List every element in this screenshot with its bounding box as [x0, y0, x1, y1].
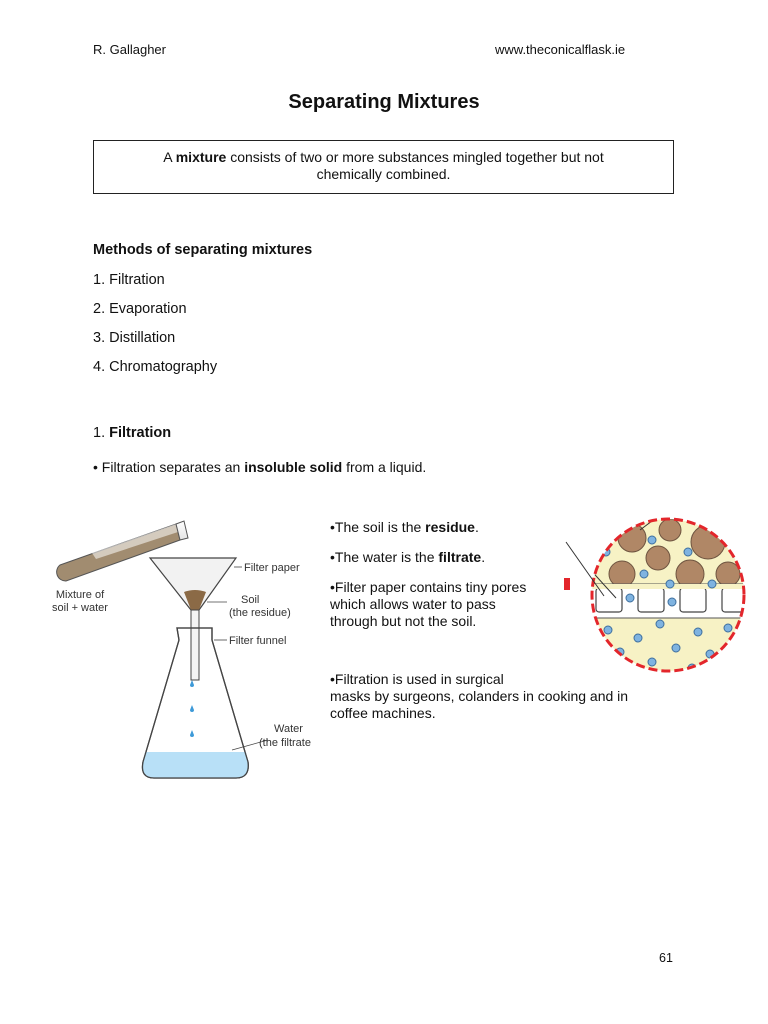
note-residue-post: . [474, 519, 479, 535]
magnified-filter-paper-diagram [560, 512, 760, 677]
note-pores-line: •Filter paper contains tiny pores [330, 579, 527, 595]
section-title: Filtration [109, 425, 172, 441]
bullet-bold: insoluble solid [244, 459, 343, 475]
definition-post: consists of two or more substances mingled together but not [226, 149, 604, 165]
note-uses-line: masks by surgeons, colanders in cooking and in [330, 688, 629, 704]
note-uses-line: •Filtration is used in surgical [330, 671, 504, 687]
note-pores-line: through but not the soil. [330, 613, 477, 629]
method-item: 4. Chromatography [93, 359, 218, 375]
note-filtrate-post: . [481, 549, 486, 565]
label-water: Water [274, 723, 303, 735]
method-item: 3. Distillation [93, 330, 176, 346]
filtration-apparatus-diagram [52, 510, 322, 795]
note-residue-pre: •The soil is the [330, 519, 426, 535]
section-number: 1. [93, 425, 110, 441]
label-filtrate: (the filtrate [259, 737, 311, 749]
methods-heading: Methods of separating mixtures [93, 242, 313, 258]
method-item: 1. Filtration [93, 272, 165, 288]
bullet-pre: Filtration separates an [97, 459, 245, 475]
note-uses-line: coffee machines. [330, 705, 436, 721]
label-residue: (the residue) [229, 607, 291, 619]
filter-funnel-icon [150, 558, 236, 680]
definition-term: mixture [175, 149, 227, 165]
page-number: 61 [659, 951, 673, 965]
website-url: www.theconicalflask.ie [495, 42, 626, 57]
filtration-bullet [93, 459, 426, 475]
bullet-post: from a liquid. [342, 459, 427, 475]
filtration-heading [93, 425, 171, 441]
definition-line-1 [94, 149, 673, 166]
label-filter-funnel: Filter funnel [229, 635, 287, 647]
label-mixture-line2: soil + water [52, 602, 108, 614]
label-soil: Soil [241, 594, 260, 606]
page-title: Separating Mixtures [288, 91, 480, 113]
author-name: R. Gallagher [93, 42, 166, 57]
note-filtrate-bold: filtrate [438, 549, 482, 565]
bullet-marker: • [93, 459, 98, 475]
method-item: 2. Evaporation [93, 301, 187, 317]
note-filtrate-pre: •The water is the [330, 549, 439, 565]
definition-line-2: chemically combined. [316, 166, 451, 182]
note-pores-line: which allows water to pass [330, 596, 496, 612]
note-uses [330, 671, 675, 722]
definition-box [93, 140, 674, 194]
definition-pre: A [163, 149, 176, 165]
label-filter-paper: Filter paper [244, 562, 300, 574]
note-residue-bold: residue [425, 519, 475, 535]
label-mixture-line1: Mixture of [55, 589, 105, 601]
